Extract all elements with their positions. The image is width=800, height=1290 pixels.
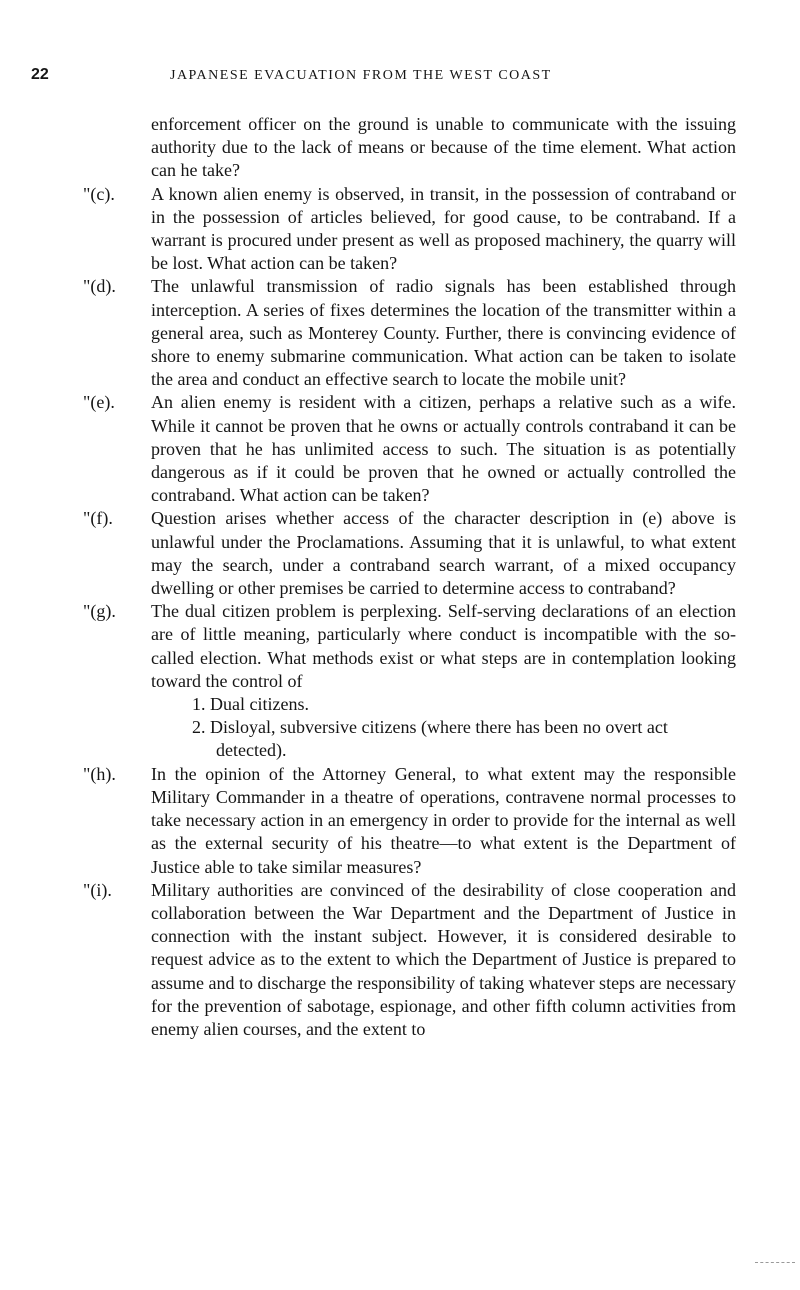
paragraph-text: enforcement officer on the ground is unable to communicate with the issuing authority due to the lack of means or because of the time element. What action can he take?	[151, 114, 736, 181]
scan-edge-mark	[755, 1262, 795, 1263]
list-item	[83, 716, 736, 762]
paragraph-text: Question arises whether access of the character description in (e) above is unlawful under the Proclamations. Assuming that it is unlawful, to what extent may the search, under a contraband search warrant, of a mixed occupancy dwelling or other premises be carried to determine access to contraband?	[151, 508, 736, 599]
paragraph-text: The unlawful transmission of radio signals has been established through interception. A series of fixes determines the location of the transmitter within a general area, such as Monterey County. Further, there is convincing evidence of shore to enemy submarine communication. What action can be taken to isolate the area and conduct an effective search to locate the mobile unit?	[151, 276, 736, 390]
paragraph-text: The dual citizen problem is perplexing. Self-serving declarations of an election are of little meaning, particularly where conduct is incompatible with the so-called election. What methods exist or what steps are in contemplation looking toward the control of	[151, 601, 736, 691]
list-item	[83, 693, 736, 716]
paragraph-text: In the opinion of the Attorney General, to what extent may the responsible Military Commander in a theatre of operations, contravene normal processes to take necessary action in an emergency in order to provide for the internal as well as the external security of his theatre—to what extent is the Department of Justice able to take similar measures?	[151, 763, 736, 877]
paragraph-marker: "(f).	[83, 508, 113, 529]
paragraph-h	[83, 763, 736, 879]
paragraph-continuation	[83, 113, 736, 183]
paragraph-e	[83, 391, 736, 507]
paragraph-marker: "(h).	[83, 763, 116, 784]
paragraph-text: A known alien enemy is observed, in transit, in the possession of contraband or in the possession of articles believed, for good cause, to be contraband. If a warrant is procured under present as well as proposed machinery, the quarry will be lost. What action can be taken?	[151, 183, 736, 274]
paragraph-d	[83, 275, 736, 391]
paragraph-marker: "(i).	[83, 879, 112, 900]
paragraph-g	[83, 600, 736, 693]
paragraph-text: An alien enemy is resident with a citizen, perhaps a relative such as a wife. While it cannot be proven that he owns or actually controls contraband it can be proven that he has unlimited access to such. The situation is as potentially dangerous as if it could be proven that he owned or actually controlled the contraband. What action can be taken?	[151, 392, 736, 506]
paragraph-marker: "(c).	[83, 183, 115, 204]
paragraph-i	[83, 879, 736, 1041]
list-number: 2.	[192, 717, 206, 738]
paragraph-text: Military authorities are convinced of the desirability of close cooperation and collaboration between the War Department and the Department of Justice in connection with the instant subject. However, it is considered desirable to request advice as to the extent to which the Department of Justice is prepared to assume and to discharge the responsibility of taking whatever steps are necessary for the prevention of sabotage, espionage, and other fifth column activities from enemy alien courses, and the extent to	[151, 879, 736, 1039]
list-g	[83, 693, 736, 763]
paragraph-f	[83, 507, 736, 600]
list-text: Disloyal, subversive citizens (where there has been no overt act detected).	[210, 717, 668, 761]
paragraph-marker: "(d).	[83, 276, 116, 297]
paragraph-marker: "(e).	[83, 392, 115, 413]
page-header	[31, 66, 751, 90]
paragraph-c	[83, 183, 736, 276]
running-title: JAPANESE EVACUATION FROM THE WEST COAST	[170, 68, 552, 83]
page-number: 22	[31, 66, 49, 83]
list-text: Dual citizens.	[210, 694, 309, 715]
document-body	[83, 113, 736, 1041]
paragraph-marker: "(g).	[83, 601, 116, 622]
list-number: 1.	[192, 694, 206, 715]
